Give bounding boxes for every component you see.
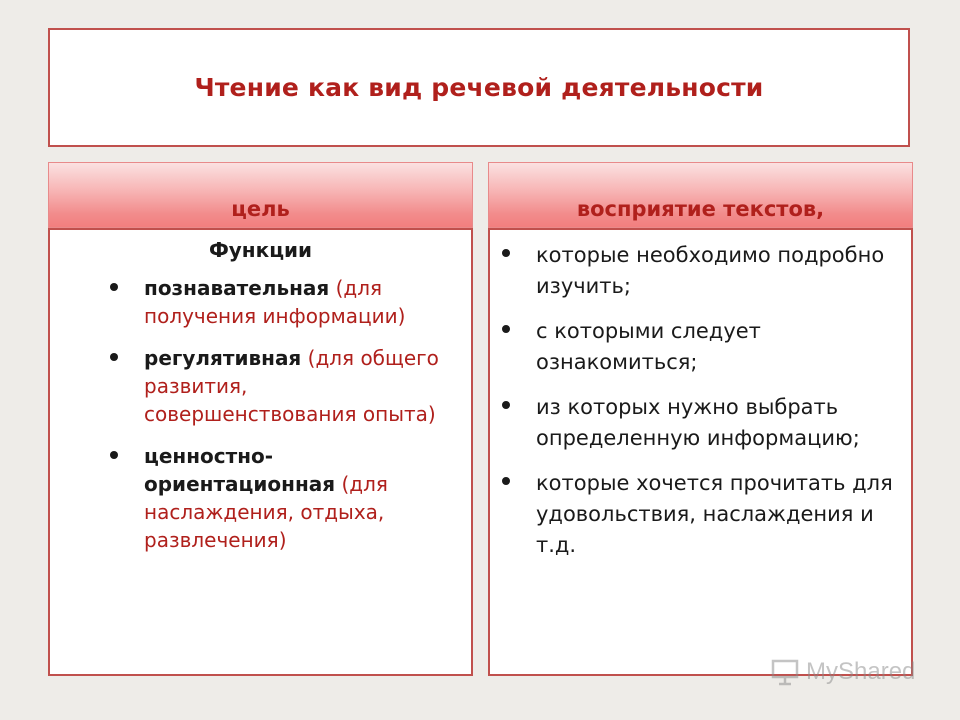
texts-panel (488, 228, 913, 676)
bullet-icon (502, 249, 510, 257)
function-item-cognitive (144, 274, 461, 330)
function-desc: (для общего развития, совершенствования опыта) (144, 346, 439, 426)
title-box (48, 28, 910, 147)
goal-header (48, 162, 473, 228)
function-term: ценностно-ориентационная (144, 444, 336, 496)
text-item-label: которые необходимо подробно изучить; (536, 243, 885, 298)
bullet-icon (502, 325, 510, 333)
slide-title: Чтение как вид речевой деятельности (194, 73, 764, 102)
bullet-icon (110, 283, 118, 291)
bullet-icon (110, 451, 118, 459)
text-item (536, 240, 903, 302)
function-desc: (для получения информации) (144, 276, 406, 328)
functions-list (144, 274, 461, 554)
text-item-label: которые хочется прочитать для удовольствия, наслаждения и т.д. (536, 471, 893, 557)
function-desc: (для наслаждения, отдыха, развлечения) (144, 472, 388, 552)
watermark (770, 652, 930, 692)
goal-header-label: цель (231, 197, 290, 221)
projector-screen-icon (770, 657, 800, 687)
perception-header-label: восприятие текстов, (576, 197, 825, 221)
texts-list (536, 240, 903, 561)
function-item-value-orientation (144, 442, 461, 554)
text-item (536, 392, 903, 454)
bullet-icon (502, 477, 510, 485)
function-item-regulative (144, 344, 461, 428)
watermark-text: MyShared (806, 658, 916, 685)
functions-title: Функции (208, 238, 313, 262)
perception-header (488, 162, 913, 228)
function-term: познавательная (144, 276, 330, 300)
functions-panel (48, 228, 473, 676)
text-item-label: из которых нужно выбрать определенную информацию; (536, 395, 860, 450)
bullet-icon (110, 353, 118, 361)
text-item (536, 316, 903, 378)
function-term: регулятивная (144, 346, 302, 370)
text-item-label: с которыми следует ознакомиться; (536, 319, 761, 374)
text-item (536, 468, 903, 561)
bullet-icon (502, 401, 510, 409)
